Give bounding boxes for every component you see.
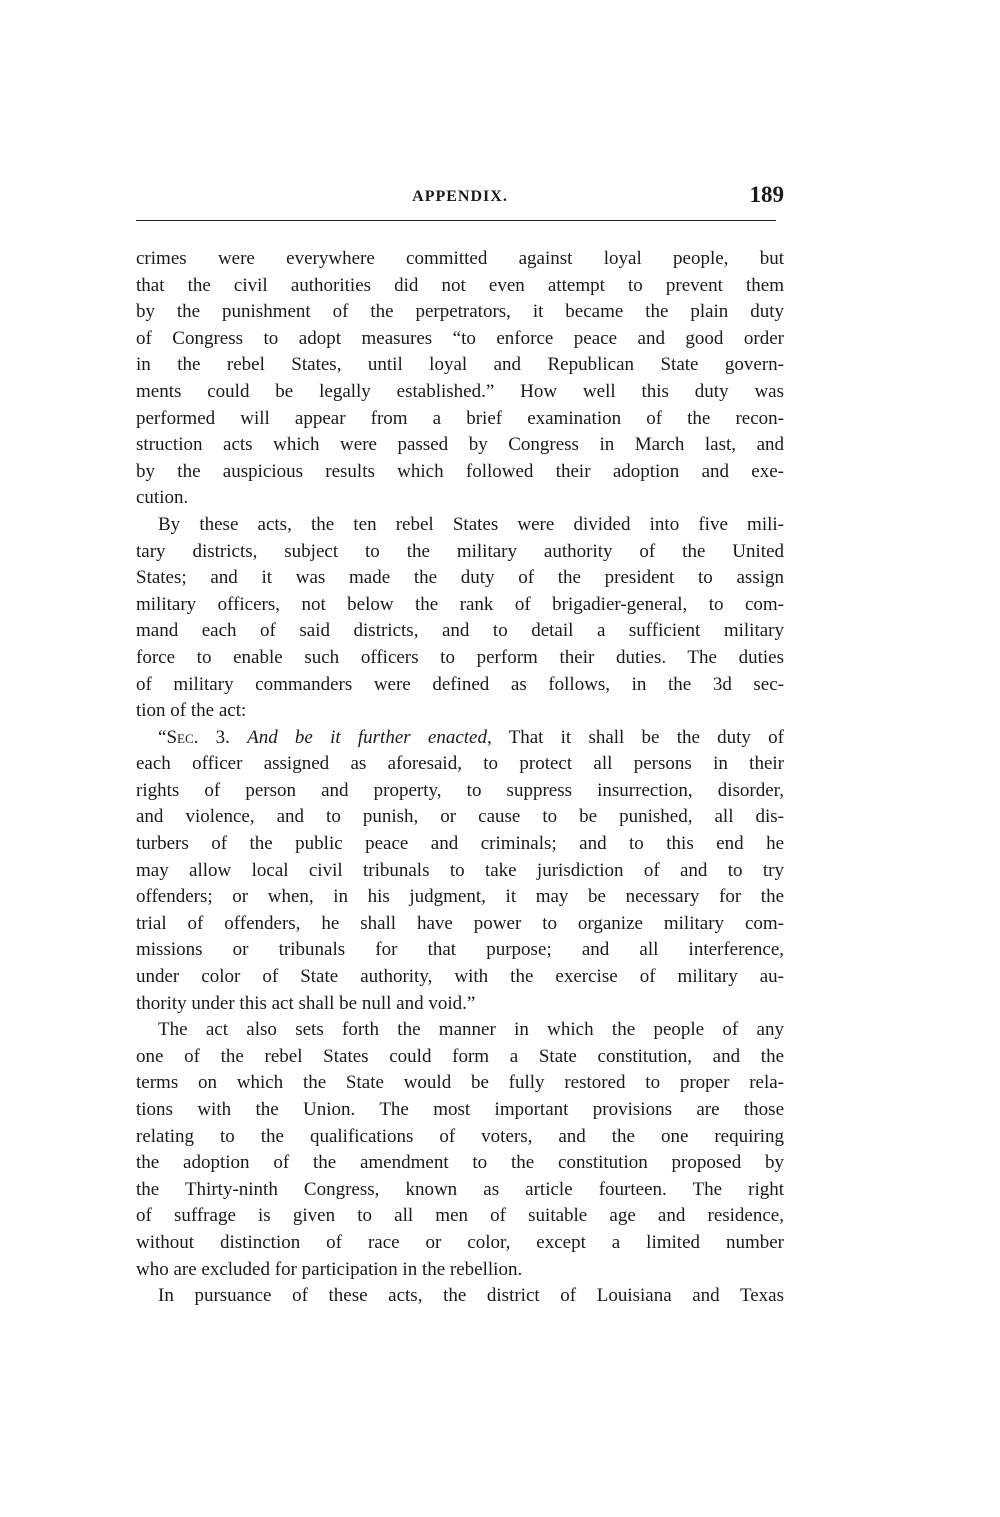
text-line: tion of the act: [136, 700, 247, 722]
text-line: thority under this act shall be null and void.” [136, 992, 476, 1014]
enacting-clause: And be it further enacted, [247, 726, 492, 748]
running-head [136, 182, 784, 212]
text-line: States; and it was made the duty of the president to assign [136, 567, 784, 589]
text-line: terms on which the State would be fully restored to proper rela- [136, 1072, 784, 1094]
text-line: that the civil authorities did not even attempt to prevent them [136, 274, 784, 296]
text-line: In pursuance of these acts, the district of Louisiana and Texas [158, 1285, 784, 1307]
text-line: the adoption of the amendment to the constitution proposed by [136, 1152, 784, 1174]
text-line: of military commanders were defined as follows, in the 3d sec- [136, 673, 784, 695]
text-line: ments could be legally established.” How well this duty was [136, 380, 784, 402]
text-line: military officers, not below the rank of brigadier-general, to com- [136, 593, 784, 615]
text-line: may allow local civil tribunals to take jurisdiction of and to try [136, 859, 784, 881]
text-line: trial of offenders, he shall have power to organize military com- [136, 912, 784, 934]
text-line: tions with the Union. The most important provisions are those [136, 1099, 784, 1120]
text-line: cution. [136, 487, 189, 509]
text-line: struction acts which were passed by Congress in March last, and [136, 434, 784, 456]
text-line: one of the rebel States could form a State constitution, and the [136, 1045, 784, 1067]
text-line: relating to the qualifications of voters, and the one requiring [136, 1125, 784, 1147]
text-line: of suffrage is given to all men of suitable age and residence, [136, 1205, 784, 1227]
text-line: without distinction of race or color, except a limited number [136, 1231, 784, 1253]
text-line: turbers of the public peace and criminals; and to this end he [136, 833, 784, 855]
text-line: The act also sets forth the manner in which the people of any [158, 1019, 784, 1041]
text-line: of Congress to adopt measures “to enforce peace and good order [136, 327, 784, 349]
text-line: By these acts, the ten rebel States were divided into five mili- [158, 513, 784, 535]
section-label: Sec. 3. [166, 726, 230, 748]
section-text: That it shall be the duty of [508, 726, 784, 748]
page-number: 189 [749, 182, 784, 207]
header-rule [136, 220, 776, 221]
text-line: crimes were everywhere committed against loyal people, but [136, 248, 784, 269]
paragraph-3-quoted-section [136, 725, 784, 1018]
text-line: rights of person and property, to suppress insurrection, disorder, [136, 779, 784, 801]
text-line: missions or tribunals for that purpose; and all interference, [136, 939, 784, 961]
text-line: offenders; or when, in his judgment, it may be necessary for the [136, 886, 784, 908]
text-line: the Thirty-ninth Congress, known as article fourteen. The right [136, 1178, 784, 1200]
section-heading-line [136, 725, 784, 752]
text-line: force to enable such officers to perform their duties. The duties [136, 646, 784, 668]
paragraph-4 [136, 1017, 784, 1283]
text-line: by the auspicious results which followed their adoption and exe- [136, 460, 784, 482]
text-line: performed will appear from a brief examination of the recon- [136, 407, 784, 429]
text-line: who are excluded for participation in the rebellion. [136, 1258, 523, 1280]
text-line: and violence, and to punish, or cause to be punished, all dis- [136, 806, 784, 828]
text-line: each officer assigned as aforesaid, to protect all persons in their [136, 753, 784, 775]
paragraph-5 [136, 1283, 784, 1310]
text-line: under color of State authority, with the exercise of military au- [136, 966, 784, 988]
running-title: APPENDIX. [412, 188, 508, 205]
text-line: in the rebel States, until loyal and Republican State govern- [136, 354, 784, 376]
text-line: mand each of said districts, and to detail a sufficient military [136, 620, 784, 642]
open-quote: “ [158, 726, 167, 748]
body-text [136, 246, 784, 1310]
text-line: tary districts, subject to the military authority of the United [136, 540, 784, 562]
paragraph-1 [136, 246, 784, 512]
paragraph-2 [136, 512, 784, 725]
text-line: by the punishment of the perpetrators, it became the plain duty [136, 301, 784, 323]
